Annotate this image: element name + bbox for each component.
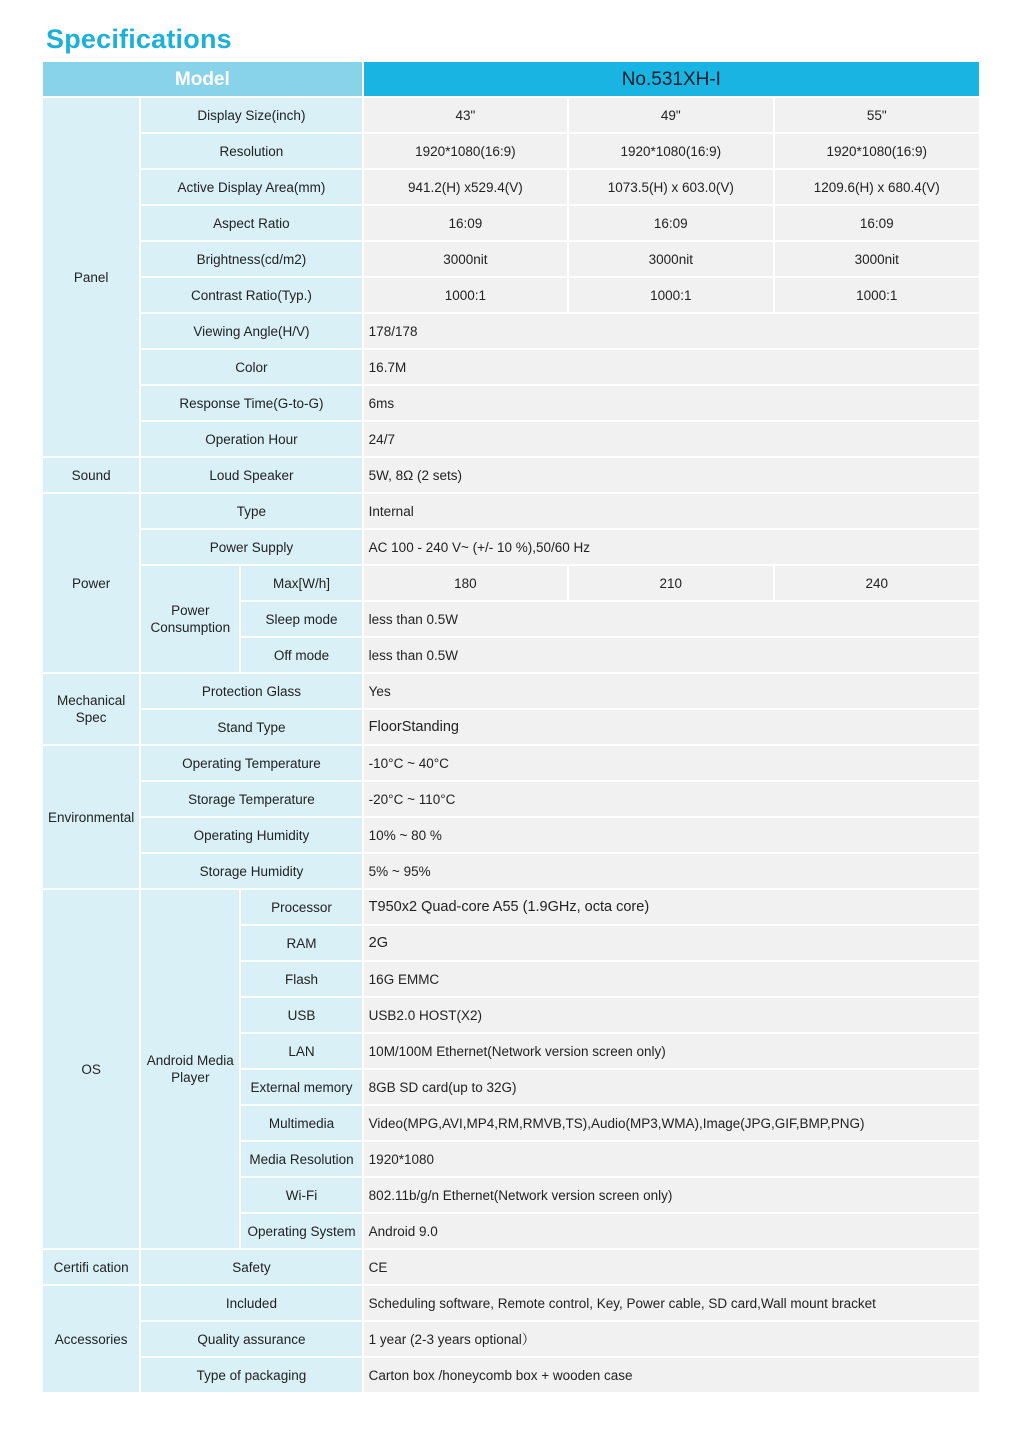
value-cell: 16G EMMC (364, 962, 979, 996)
row-label: Viewing Angle(H/V) (141, 314, 361, 348)
value-cell: 49" (569, 98, 772, 132)
row-label: Power Supply (141, 530, 361, 564)
table-row (43, 710, 979, 744)
value-cell: 43" (364, 98, 567, 132)
value-cell: -20°C ~ 110°C (364, 782, 979, 816)
row-label: Multimedia (241, 1106, 361, 1140)
value-cell: AC 100 - 240 V~ (+/- 10 %),50/60 Hz (364, 530, 979, 564)
row-label: Type (141, 494, 361, 528)
row-label: Display Size(inch) (141, 98, 361, 132)
value-cell: 10M/100M Ethernet(Network version screen only) (364, 1034, 979, 1068)
value-cell: Yes (364, 674, 979, 708)
table-row (43, 746, 979, 780)
row-label: Operating Temperature (141, 746, 361, 780)
section-accessories: Accessories (43, 1286, 139, 1392)
table-row (43, 890, 979, 924)
row-label: Max[W/h] (241, 566, 361, 600)
table-row (43, 170, 979, 204)
table-row (43, 350, 979, 384)
row-label: Stand Type (141, 710, 361, 744)
value-cell: 1209.6(H) x 680.4(V) (775, 170, 979, 204)
row-label: Aspect Ratio (141, 206, 361, 240)
row-label: Flash (241, 962, 361, 996)
table-row (43, 1286, 979, 1320)
table-row (43, 314, 979, 348)
value-cell: 240 (775, 566, 979, 600)
specifications-table (41, 60, 981, 1394)
row-label: Safety (141, 1250, 361, 1284)
row-label: Media Resolution (241, 1142, 361, 1176)
section-environmental: Environmental (43, 746, 139, 888)
value-cell: 180 (364, 566, 567, 600)
value-cell: T950x2 Quad-core A55 (1.9GHz, octa core) (364, 890, 979, 924)
value-cell: less than 0.5W (364, 638, 979, 672)
subsection-power-consumption: Power Consumption (141, 566, 239, 672)
row-label: Response Time(G-to-G) (141, 386, 361, 420)
value-cell: 941.2(H) x529.4(V) (364, 170, 567, 204)
table-row (43, 818, 979, 852)
page-title: Specifications (46, 24, 232, 54)
value-cell: 1 year (2-3 years optional） (364, 1322, 979, 1356)
table-row (43, 566, 979, 600)
value-cell: 2G (364, 926, 979, 960)
value-cell: 16:09 (364, 206, 567, 240)
value-cell: 24/7 (364, 422, 979, 456)
row-label: Quality assurance (141, 1322, 361, 1356)
row-label: Contrast Ratio(Typ.) (141, 278, 361, 312)
table-row (43, 1322, 979, 1356)
value-cell: less than 0.5W (364, 602, 979, 636)
value-cell: 5W, 8Ω (2 sets) (364, 458, 979, 492)
table-row (43, 1358, 979, 1392)
table-row (43, 206, 979, 240)
row-label: Included (141, 1286, 361, 1320)
value-cell: 1000:1 (364, 278, 567, 312)
row-label: Off mode (241, 638, 361, 672)
value-cell: 55" (775, 98, 979, 132)
table-row (43, 782, 979, 816)
value-cell: CE (364, 1250, 979, 1284)
table-row (43, 458, 979, 492)
value-cell: Android 9.0 (364, 1214, 979, 1248)
model-header: Model (43, 62, 362, 96)
value-cell: 16:09 (775, 206, 979, 240)
value-cell: 802.11b/g/n Ethernet(Network version screen only) (364, 1178, 979, 1212)
value-cell: 178/178 (364, 314, 979, 348)
value-cell: 10% ~ 80 % (364, 818, 979, 852)
value-cell: 1920*1080(16:9) (569, 134, 772, 168)
table-row (43, 278, 979, 312)
row-label: RAM (241, 926, 361, 960)
value-cell: FloorStanding (364, 710, 979, 744)
value-cell: USB2.0 HOST(X2) (364, 998, 979, 1032)
row-label: USB (241, 998, 361, 1032)
section-sound: Sound (43, 458, 139, 492)
value-cell: 3000nit (775, 242, 979, 276)
table-row (43, 98, 979, 132)
table-row (43, 134, 979, 168)
value-cell: Internal (364, 494, 979, 528)
row-label: Resolution (141, 134, 361, 168)
row-label: Operating Humidity (141, 818, 361, 852)
table-row (43, 494, 979, 528)
table-row (43, 242, 979, 276)
value-cell: -10°C ~ 40°C (364, 746, 979, 780)
value-cell: 3000nit (364, 242, 567, 276)
model-number: No.531XH-I (364, 62, 979, 96)
value-cell: Carton box /honeycomb box + wooden case (364, 1358, 979, 1392)
value-cell: 1920*1080(16:9) (364, 134, 567, 168)
table-row (43, 530, 979, 564)
value-cell: 5% ~ 95% (364, 854, 979, 888)
table-row (43, 674, 979, 708)
row-label: Operating System (241, 1214, 361, 1248)
row-label: LAN (241, 1034, 361, 1068)
section-power: Power (43, 494, 139, 672)
value-cell: 16:09 (569, 206, 772, 240)
value-cell: 16.7M (364, 350, 979, 384)
table-row (43, 386, 979, 420)
subsection-android-media-player: Android Media Player (141, 890, 239, 1248)
row-label: Sleep mode (241, 602, 361, 636)
row-label: Loud Speaker (141, 458, 361, 492)
row-label: Storage Temperature (141, 782, 361, 816)
row-label: Wi-Fi (241, 1178, 361, 1212)
value-cell: 210 (569, 566, 772, 600)
table-row (43, 1250, 979, 1284)
section-certification: Certifi cation (43, 1250, 139, 1284)
row-label: Protection Glass (141, 674, 361, 708)
value-cell: 1920*1080(16:9) (775, 134, 979, 168)
value-cell: 1000:1 (775, 278, 979, 312)
row-label: Processor (241, 890, 361, 924)
row-label: Brightness(cd/m2) (141, 242, 361, 276)
row-label: Operation Hour (141, 422, 361, 456)
value-cell: 8GB SD card(up to 32G) (364, 1070, 979, 1104)
value-cell: 1000:1 (569, 278, 772, 312)
section-panel: Panel (43, 98, 139, 456)
value-cell: 1920*1080 (364, 1142, 979, 1176)
row-label: Storage Humidity (141, 854, 361, 888)
table-row (43, 854, 979, 888)
value-cell: Scheduling software, Remote control, Key, Power cable, SD card,Wall mount bracket (364, 1286, 979, 1320)
row-label: Type of packaging (141, 1358, 361, 1392)
value-cell: 6ms (364, 386, 979, 420)
section-os: OS (43, 890, 139, 1248)
value-cell: Video(MPG,AVI,MP4,RM,RMVB,TS),Audio(MP3,WMA),Image(JPG,GIF,BMP,PNG) (364, 1106, 979, 1140)
row-label: Active Display Area(mm) (141, 170, 361, 204)
section-mechanical: Mechanical Spec (43, 674, 139, 744)
table-row (43, 422, 979, 456)
value-cell: 1073.5(H) x 603.0(V) (569, 170, 772, 204)
row-label: External memory (241, 1070, 361, 1104)
value-cell: 3000nit (569, 242, 772, 276)
header-row (43, 62, 979, 96)
row-label: Color (141, 350, 361, 384)
